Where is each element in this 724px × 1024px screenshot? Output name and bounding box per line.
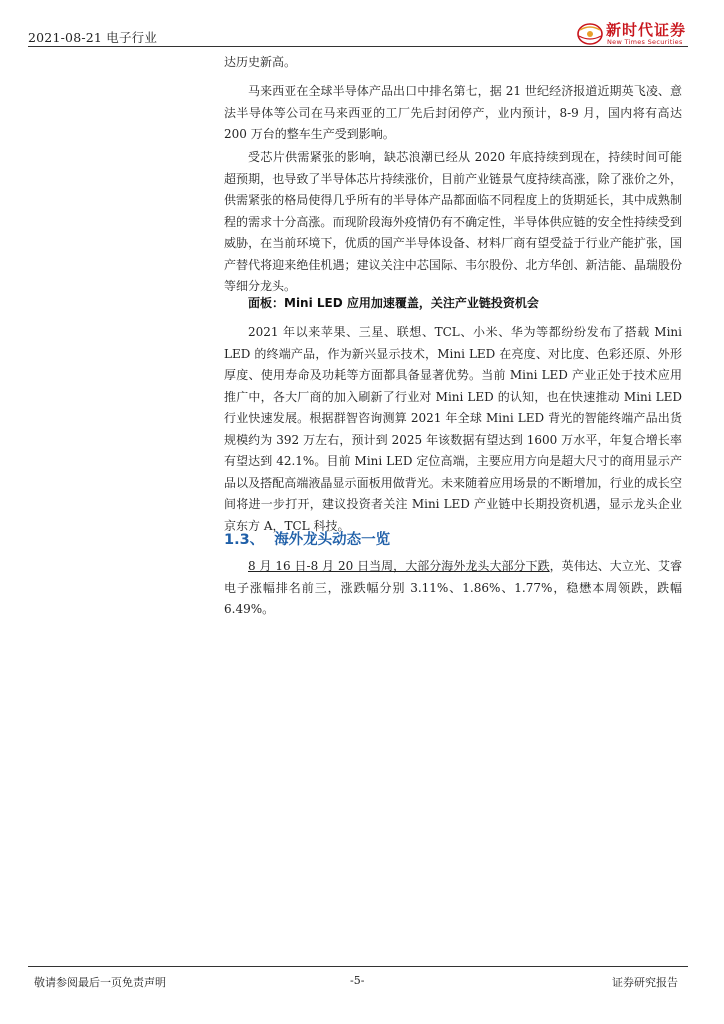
section-heading <box>224 528 390 549</box>
brand-logo <box>576 16 688 46</box>
paragraph-overseas-leaders <box>224 556 682 621</box>
page-number: -5- <box>350 974 365 987</box>
paragraph-malaysia: 马来西亚在全球半导体产品出口中排名第七，据 21 世纪经济报道近期英飞凌、意法半导体等公司在马来西亚的工厂先后封闭停产，业内预计，8-9 月，国内将有高达 200 万台的整车生产受到影响。 <box>224 84 682 141</box>
paragraph-chip-shortage: 受芯片供需紧张的影响，缺芯浪潮已经从 2020 年底持续到现在，持续时间可能超预期，也导致了半导体芯片持续涨价，目前产业链景气度持续高涨，除了涨价之外，供需紧张的格局使得几乎所有的半导体产品都面临不同程度上的货期延长，其中成熟制程的需求十分高涨。而现阶段海外疫情仍有不确定性，半导体供应链的安全性持续受到威胁，在当前环境下，优质的国产半导体设备、材料厂商有望受益于行业产能扩张，国产替代将迎来绝佳机遇；建议关注中芯国际、韦尔股份、北方华创、新洁能、晶瑞股份等细分龙头。 <box>224 150 682 293</box>
logo-chinese-name: 新时代证券 <box>606 21 687 39</box>
globe-logo-icon <box>576 20 604 46</box>
paragraph-rest: ，英伟达、大立光、艾睿电子涨幅排名前三，涨跌幅分别 3.11%、1.86%、1.77%，稳懋本周领跌，跌幅 6.49%。 <box>224 559 682 616</box>
page-header <box>0 0 724 48</box>
underlined-summary: 8 月 16 日-8 月 20 日当周，大部分海外龙头大部分下跌 <box>248 559 550 573</box>
paragraph-mini-led: 2021 年以来苹果、三星、联想、TCL、小米、华为等都纷纷发布了搭载 Mini LED 的终端产品，作为新兴显示技术，Mini LED 在亮度、对比度、色彩还原、外形厚度、使用寿命及功耗等方面都具备显著优势。当前 Mini LED 产业正处于技术应用推广中，各大厂商的加入刷新了行业对 Mini LED 的认知，也在快速推动 Mini LED 行业快速发展。根据群智咨询测算 2021 年全球 Mini LED 背光的智能终端产品出货规模约为 392 万左右，预计到 2025 年该数据有望达到 1600 万水平，年复合增长率有望达到 42.1%。目前 Mini LED 定位高端，主要应用方向是超大尺寸的商用显示产品以及搭配高端液晶显示面板用做背光。未来随着应用场景的不断增加，行业的成长空间将进一步打开，建议投资者关注 Mini LED 产业链中长期投资机遇，显示龙头企业京东方 A，TCL 科技。 <box>224 325 682 533</box>
section-number: 1.3、 <box>224 532 265 548</box>
subheading-panel: 面板：Mini LED 应用加速覆盖，关注产业链投资机会 <box>248 296 539 310</box>
footer-divider <box>28 966 688 967</box>
footer-report-type: 证券研究报告 <box>612 976 678 989</box>
section-title: 海外龙头动态一览 <box>274 532 391 548</box>
paragraph-continuation: 达历史新高。 <box>224 55 297 69</box>
header-date-sector: 2021-08-21 电子行业 <box>28 30 158 45</box>
footer-disclaimer: 敬请参阅最后一页免责声明 <box>34 976 166 989</box>
header-divider <box>28 46 688 47</box>
logo-english-name: New Times Securities <box>607 38 683 46</box>
